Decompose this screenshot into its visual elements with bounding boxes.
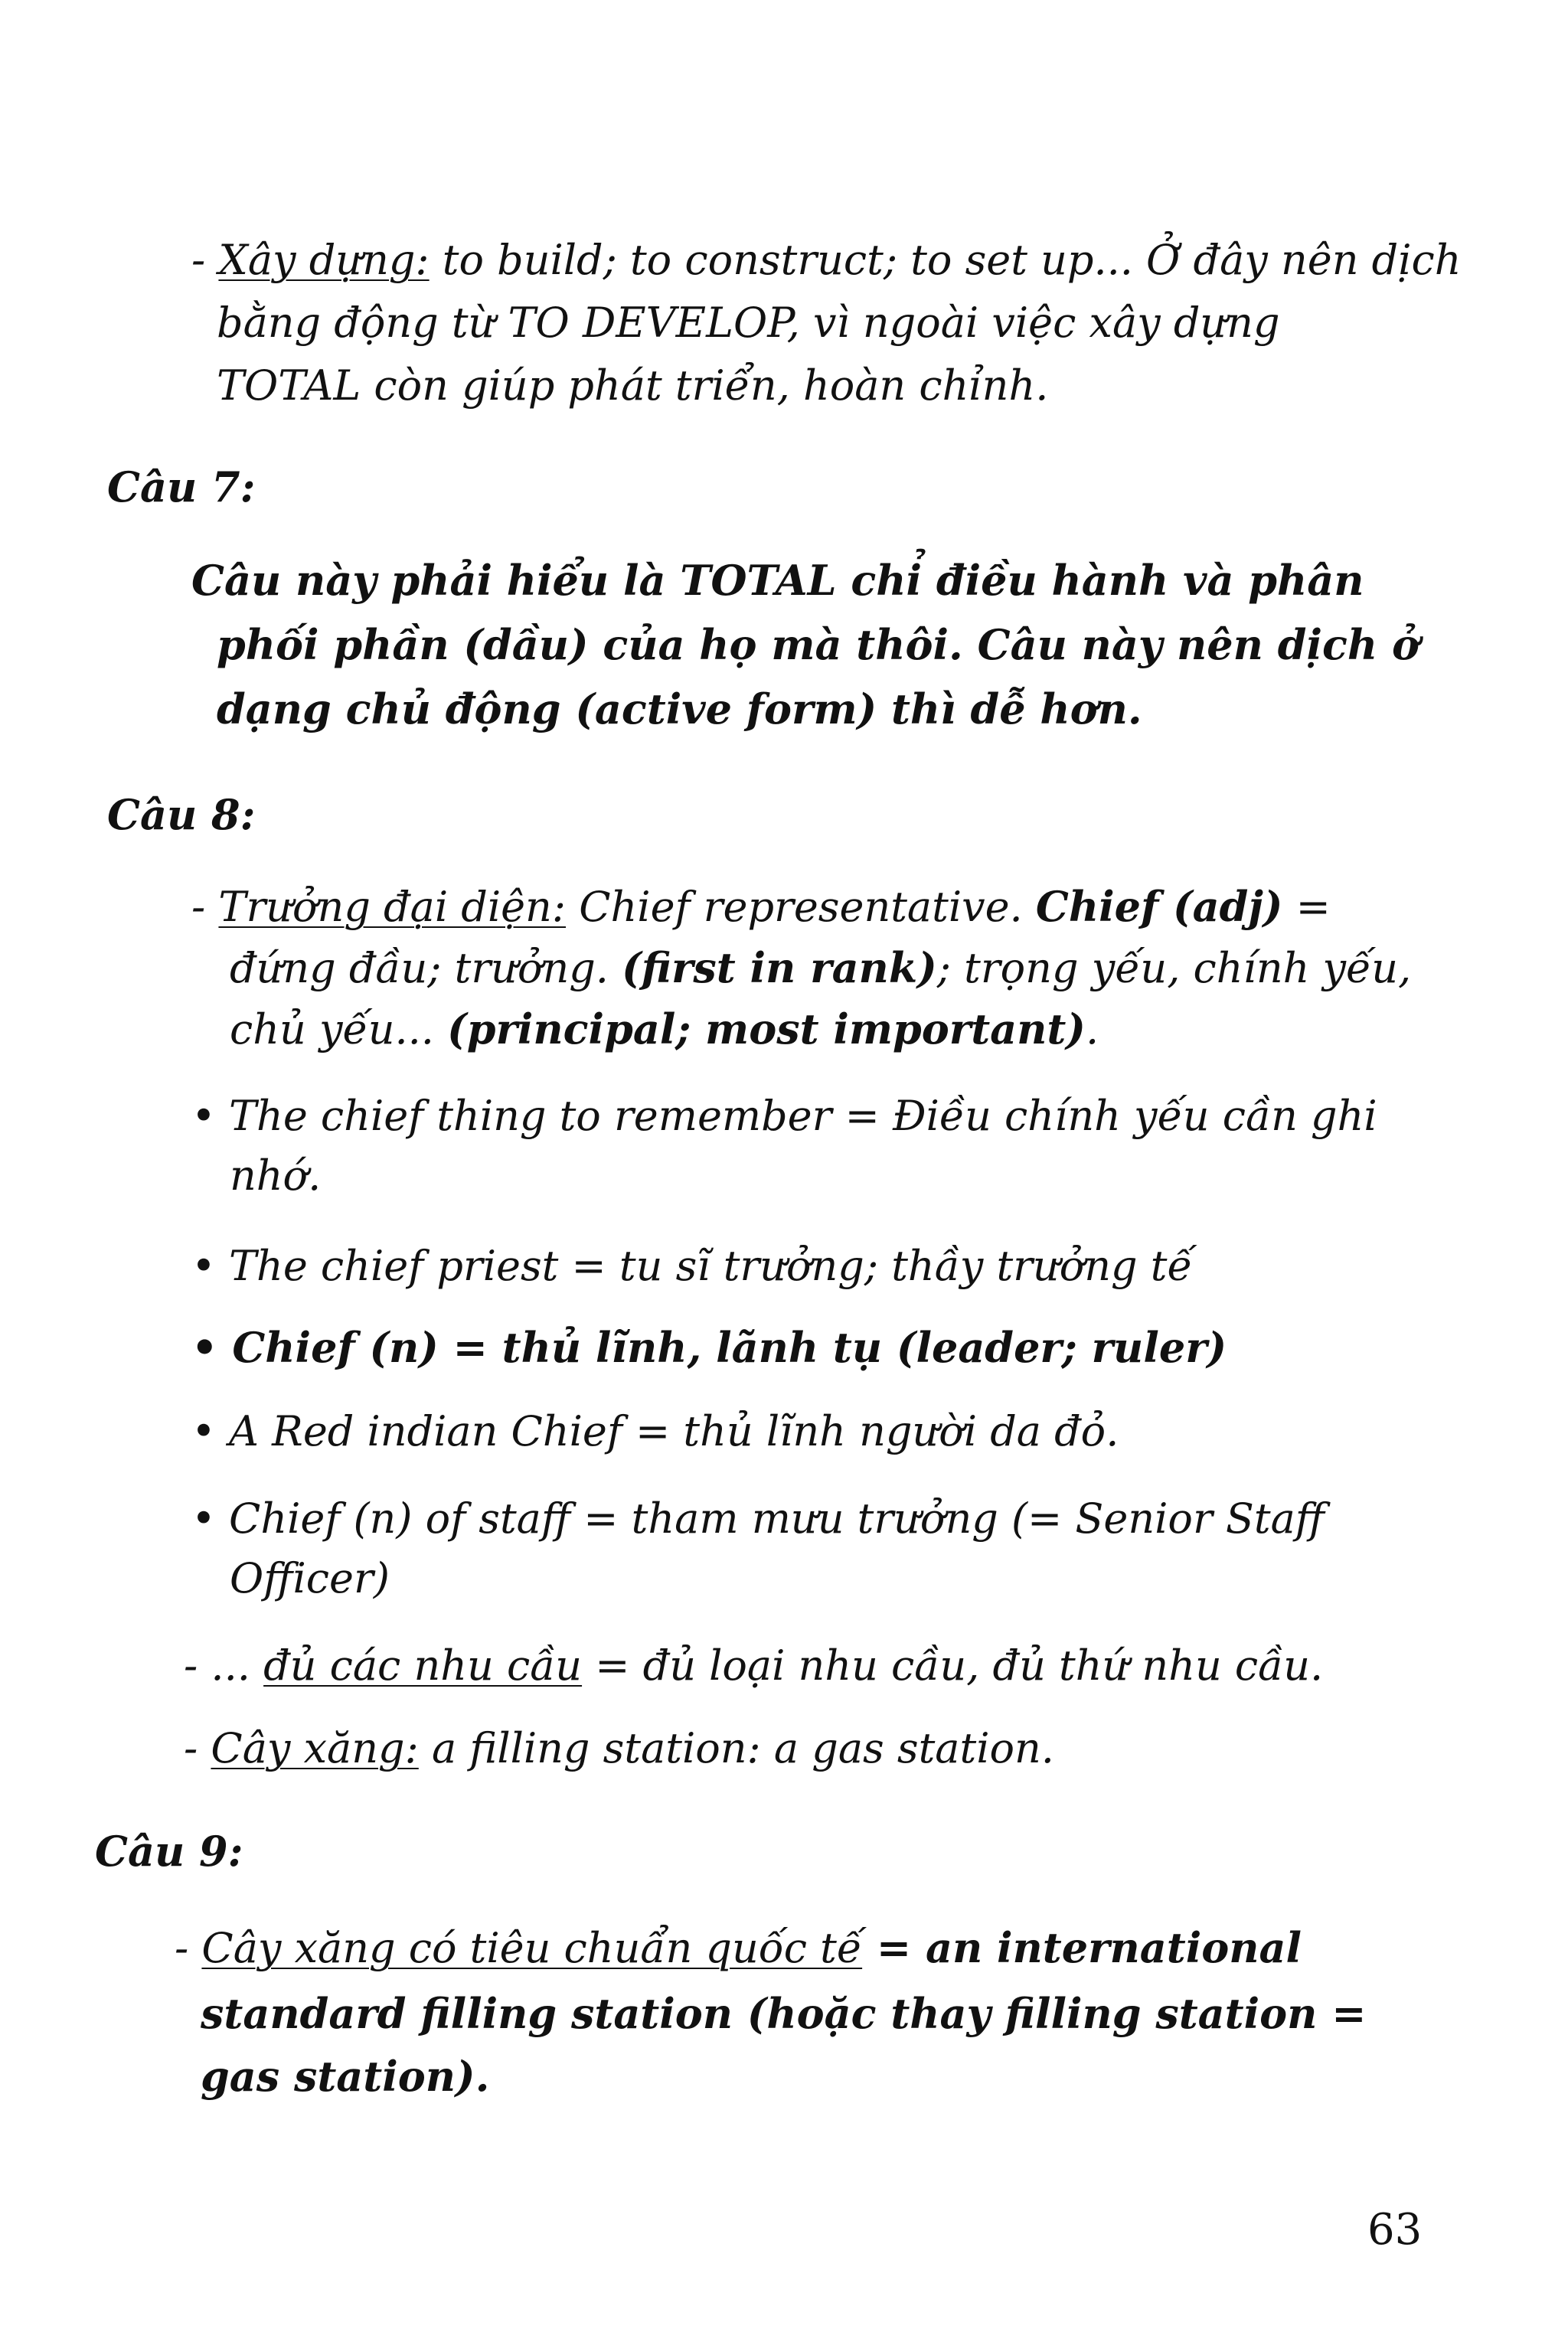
cau8-item-1-line-2 [230, 937, 1411, 999]
item-text: = an international [862, 1923, 1302, 1972]
cau7-line-1: Câu này phải hiểu là TOTAL chỉ điều hành và phân [191, 556, 1364, 605]
bullet-chief-priest: • The chief priest = tu sĩ trưởng; thầy trưởng tế [191, 1242, 1193, 1290]
term-cay-xang-tieu-chuan: Cây xăng có tiêu chuẩn quốc tế [201, 1924, 863, 1972]
cau8-item-1 [191, 876, 1331, 938]
bullet-chief-thing-line-1: • The chief thing to remember = Điều chính yếu cần ghi [191, 1092, 1377, 1140]
bullet-chief-of-staff-line-2: Officer) [230, 1554, 390, 1602]
item-text: ; trọng yếu, chính yếu, [936, 944, 1412, 992]
item-text: . [1085, 1005, 1099, 1053]
item-text: ... [211, 1641, 264, 1690]
item-text: Chief representative. [566, 883, 1036, 931]
cau9-line-3: gas station). [201, 2052, 490, 2101]
cau7-line-2: phối phần (dầu) của họ mà thôi. Câu này nên dịch ở [217, 620, 1419, 669]
bold-principal: (principal; most important) [447, 1004, 1086, 1053]
term-xay-dung: Xây dựng: [218, 236, 430, 284]
intro-text: to build; to construct; to set up... Ở đây nên dịch [429, 236, 1462, 284]
term-du-cac-nhu-cau: đủ các nhu cầu [263, 1641, 583, 1690]
cau8-item-2 [184, 1635, 1323, 1697]
item-text: đứng đầu; trưởng. [230, 944, 622, 992]
cau8-item-1-line-3 [230, 998, 1099, 1060]
cau7-line-3: dạng chủ động (active form) thì dễ hơn. [217, 684, 1142, 733]
dash: - [184, 1724, 211, 1772]
bold-first-in-rank: (first in rank) [622, 943, 937, 992]
intro-line-3: TOTAL còn giúp phát triển, hoàn chỉnh. [217, 361, 1049, 410]
term-truong-dai-dien: Trưởng đại diện: [218, 883, 567, 931]
cau8-item-3 [184, 1718, 1054, 1779]
cau9-line-1 [175, 1917, 1302, 1979]
bullet-red-indian-chief: • A Red indian Chief = thủ lĩnh người da đỏ. [191, 1407, 1119, 1455]
dash: - [191, 236, 219, 284]
intro-item [191, 230, 1462, 291]
dash: - [191, 883, 219, 931]
page-number: 63 [1367, 2205, 1423, 2255]
item-text: = đủ loại nhu cầu, đủ thứ nhu cầu. [582, 1641, 1324, 1690]
term-cay-xang: Cây xăng: [211, 1724, 419, 1772]
heading-cau-9: Câu 9: [95, 1827, 243, 1876]
heading-cau-8: Câu 8: [107, 790, 256, 839]
cau9-line-2: standard filling station (hoặc thay filling station = [201, 1989, 1367, 2038]
bullet-chief-of-staff-line-1: • Chief (n) of staff = tham mưu trưởng (= Senior Staff [191, 1494, 1325, 1543]
dash: - [175, 1924, 202, 1972]
bullet-chief-n: • Chief (n) = thủ lĩnh, lãnh tụ (leader; ruler) [191, 1323, 1227, 1372]
bold-chief-adj: Chief (adj) [1035, 882, 1283, 931]
heading-cau-7: Câu 7: [107, 462, 256, 511]
item-text: a filling station: a gas station. [418, 1724, 1054, 1772]
intro-line-2: bằng động từ TO DEVELOP, vì ngoài việc xây dựng [217, 299, 1280, 347]
dash: - [184, 1641, 211, 1690]
item-text: = [1282, 883, 1331, 931]
item-text: chủ yếu... [230, 1005, 448, 1053]
bullet-chief-thing-line-2: nhớ. [230, 1151, 322, 1200]
